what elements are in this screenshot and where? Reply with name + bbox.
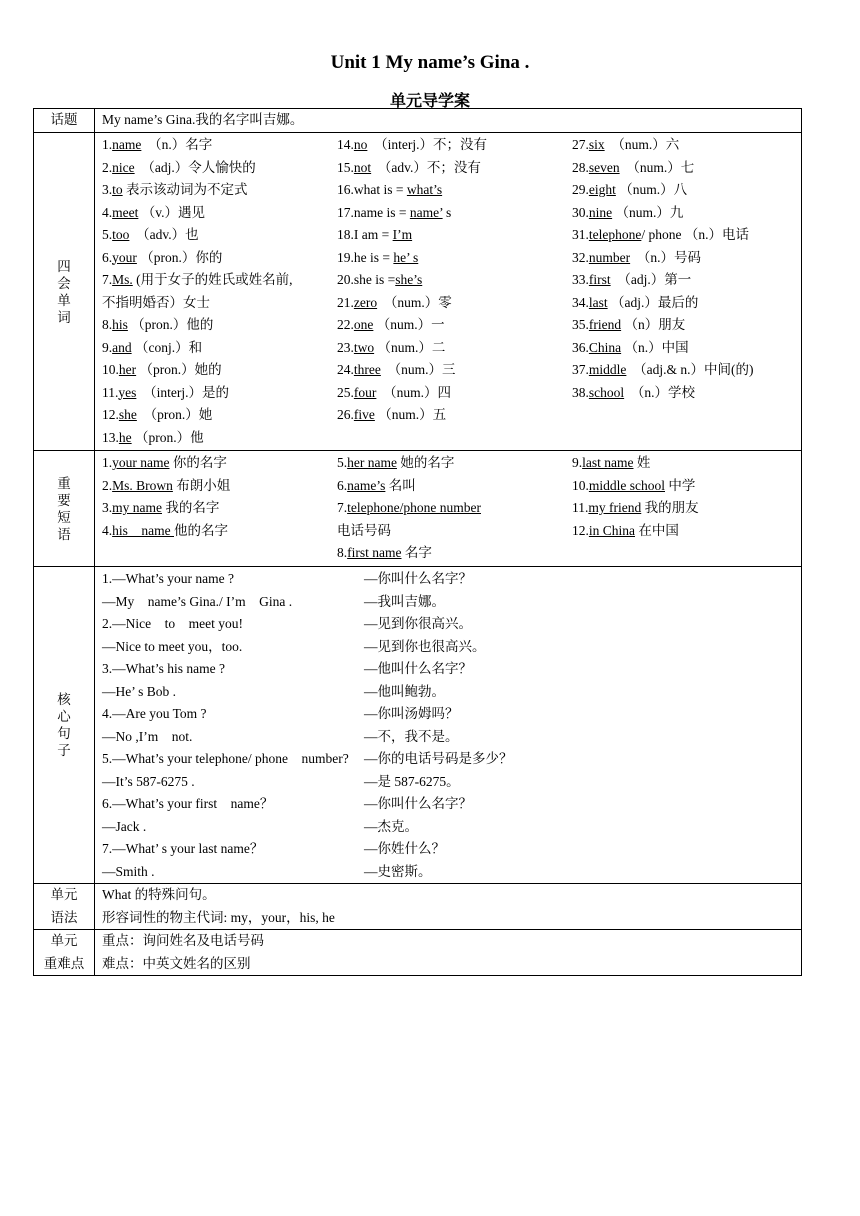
sentences-label: 核心句子: [57, 692, 71, 758]
item-number: 12.: [572, 522, 589, 538]
sentence-chinese: —杰克。: [364, 818, 418, 834]
words-label-cell: [34, 133, 95, 451]
item-number: 4.: [102, 204, 113, 220]
item-meaning: 姓: [633, 455, 651, 470]
item-meaning: （num.）三: [380, 362, 456, 377]
item-meaning: （pron.）你的: [136, 249, 223, 265]
list-item: [337, 542, 572, 565]
list-item: [337, 359, 572, 382]
list-item: [572, 314, 802, 337]
item-number: 1.: [102, 455, 113, 470]
sentence-line: [102, 838, 801, 861]
phrases-column-3: [572, 452, 802, 565]
item-number: 29.: [572, 182, 589, 197]
grammar-label-2: 语法: [50, 909, 78, 925]
list-item: [102, 292, 337, 315]
item-term: school: [588, 384, 625, 400]
item-meaning: （n.）名字: [141, 137, 213, 152]
item-meaning: （pron.）他的: [127, 317, 214, 332]
item-term: your name: [112, 455, 170, 470]
item-number: 4.: [102, 522, 113, 538]
item-number: 9.: [102, 339, 113, 355]
sentence-english: —Smith .: [102, 863, 155, 879]
item-term: Ms. Brown: [112, 477, 173, 493]
item-number: 20.she is =: [337, 272, 396, 287]
phrases-column-2: [337, 452, 572, 565]
item-meaning: （conj.）和: [131, 339, 203, 355]
list-item: [102, 475, 337, 498]
item-meaning: / phone （n.）电话: [641, 227, 749, 242]
item-term: last name: [582, 455, 634, 470]
item-meaning: （interj.）不；没有: [367, 137, 487, 152]
sentence-line: [102, 816, 801, 839]
item-term: five: [353, 407, 375, 422]
item-number: 19.he is =: [337, 249, 394, 265]
sentence-english: 3.—What’s his name ?: [102, 661, 225, 676]
item-term: eight: [588, 182, 616, 197]
list-item: [572, 452, 802, 475]
item-number: 12.: [102, 407, 119, 422]
sentence-chinese: —是 587-6275。: [364, 773, 460, 789]
difficulty-label-2: 重难点: [43, 955, 85, 971]
list-item: [337, 497, 572, 520]
list-item: [337, 134, 572, 157]
list-item: [102, 382, 337, 405]
sentence-english: 1.—What’s your name ?: [102, 571, 234, 586]
list-item: [102, 404, 337, 427]
item-number: 35.: [572, 317, 589, 332]
sentence-line: [102, 793, 801, 816]
item-meaning: （n.）号码: [630, 249, 701, 265]
item-term: not: [353, 159, 372, 175]
sentence-line: [102, 726, 801, 749]
item-number: 31.: [572, 227, 589, 242]
item-meaning: （adj.& n.）中间(的): [626, 362, 754, 377]
sentence-line: [102, 771, 801, 794]
item-term: friend: [588, 317, 622, 332]
item-term: four: [353, 384, 377, 400]
item-term: first name: [347, 545, 402, 560]
item-meaning: 中学: [665, 477, 696, 493]
item-number: 36.: [572, 339, 589, 355]
item-term: telephone/phone number: [347, 500, 481, 515]
list-item: [102, 134, 337, 157]
sentence-chinese: —你叫什么名字？: [364, 571, 472, 586]
list-item: [102, 269, 337, 292]
list-item: [337, 475, 572, 498]
list-item: [102, 157, 337, 180]
list-item: [337, 382, 572, 405]
item-meaning: 名叫: [385, 477, 416, 493]
grammar-line-1: What 的特殊问句。: [102, 887, 216, 902]
topic-content-cell: [95, 109, 802, 133]
words-column-3: [572, 134, 802, 449]
item-term: yes: [118, 384, 137, 400]
item-meaning: 你的名字: [169, 455, 227, 470]
item-term: nice: [112, 159, 135, 175]
list-item: [337, 202, 572, 225]
item-meaning: 我的名字: [162, 500, 220, 515]
topic-row: [34, 109, 802, 133]
item-term: my friend: [588, 500, 642, 515]
item-term: I’m: [392, 227, 413, 242]
item-meaning: （num.）八: [615, 182, 688, 197]
list-item: [102, 337, 337, 360]
item-term: your: [112, 249, 137, 265]
item-number: 15.: [337, 159, 354, 175]
item-meaning: (用于女子的姓氏或姓名前,: [132, 272, 293, 287]
list-item: [572, 247, 802, 270]
item-term: first: [588, 272, 611, 287]
item-number: 25.: [337, 384, 354, 400]
list-item: [572, 202, 802, 225]
item-term: name’: [409, 204, 443, 220]
sentence-chinese: —我叫吉娜。: [364, 593, 445, 609]
item-meaning: （n.）中国: [621, 339, 689, 355]
item-meaning: 表示该动词为不定式: [122, 182, 248, 197]
list-item: [337, 157, 572, 180]
sentence-english: —Nice to meet you，too.: [102, 638, 243, 654]
item-term: six: [588, 137, 605, 152]
words-row: [34, 133, 802, 451]
item-meaning: （num.）四: [376, 384, 452, 400]
item-number: 5.: [337, 455, 348, 470]
item-term: name: [112, 137, 142, 152]
item-number: 2.: [102, 477, 113, 493]
item-meaning: （n.）学校: [624, 384, 695, 400]
topic-content: My name’s Gina.我的名字叫吉娜。: [102, 112, 304, 127]
list-item: [572, 359, 802, 382]
list-item: [337, 520, 572, 543]
sentence-english: —No ,I’m not.: [102, 728, 193, 744]
sentence-line: [102, 861, 801, 884]
item-number: 34.: [572, 294, 589, 310]
item-term: his name: [112, 522, 174, 538]
item-meaning: 不指明婚否）女士: [102, 294, 210, 310]
sentence-chinese: —你的电话号码是多少？: [364, 751, 513, 766]
item-term: zero: [353, 294, 378, 310]
sentence-line: [102, 591, 801, 614]
item-term: he’ s: [393, 249, 419, 265]
item-number: 38.: [572, 384, 589, 400]
item-meaning: （adj.）第一: [610, 272, 692, 287]
item-term: one: [353, 317, 374, 332]
list-item: [337, 337, 572, 360]
list-item: [337, 247, 572, 270]
item-number: 18.I am =: [337, 227, 393, 242]
difficulty-content-cell: [95, 930, 802, 976]
list-item: [337, 452, 572, 475]
list-item: [572, 292, 802, 315]
item-number: 17.name is =: [337, 204, 410, 220]
item-term: what’s: [406, 182, 443, 197]
list-item: [572, 179, 802, 202]
item-meaning: 名字: [401, 545, 432, 560]
page-title: Unit 1 My name’s Gina .: [330, 52, 530, 73]
grammar-row: [34, 884, 802, 930]
item-term: she’s: [395, 272, 423, 287]
item-number: 3.: [102, 182, 113, 197]
item-term: my name: [112, 500, 162, 515]
item-term: seven: [588, 159, 620, 175]
list-item: [572, 475, 802, 498]
sentence-chinese: —见到你也很高兴。: [364, 638, 486, 654]
list-item: [102, 359, 337, 382]
item-meaning: （pron.）他: [131, 429, 204, 445]
difficulty-label-cell: [34, 930, 95, 976]
list-item: [337, 404, 572, 427]
item-number: 16.what is =: [337, 182, 407, 197]
item-number: 10.: [102, 362, 119, 377]
item-number: 23.: [337, 339, 354, 355]
sentence-line: [102, 568, 801, 591]
sentences-label-cell: [34, 567, 95, 884]
item-term: three: [353, 362, 381, 377]
item-term: two: [353, 339, 375, 355]
item-meaning: （pron.）她: [136, 407, 213, 422]
list-item: [572, 520, 802, 543]
sentence-chinese: —你叫什么名字？: [364, 796, 472, 811]
item-number: 27.: [572, 137, 589, 152]
item-number: 2.: [102, 159, 113, 175]
item-term: meet: [112, 204, 139, 220]
item-number: 13.: [102, 429, 119, 445]
list-item: [102, 427, 337, 450]
phrases-content-cell: [95, 451, 802, 567]
list-item: [572, 157, 802, 180]
list-item: [102, 520, 337, 543]
item-number: 33.: [572, 272, 589, 287]
item-term: no: [353, 137, 368, 152]
grammar-label-cell: [34, 884, 95, 930]
sentence-list: [102, 567, 801, 883]
study-guide-table: [33, 108, 802, 976]
item-number: 10.: [572, 477, 589, 493]
item-meaning: （num.）九: [612, 204, 684, 220]
difficulty-line-1: 重点：询问姓名及电话号码: [102, 933, 264, 948]
sentence-chinese: —你叫汤姆吗？: [364, 706, 459, 721]
item-meaning: （adj.）令人愉快的: [134, 159, 256, 175]
item-number: 11.: [572, 500, 589, 515]
item-term: her name: [347, 455, 397, 470]
item-number: 21.: [337, 294, 354, 310]
list-item: [572, 497, 802, 520]
sentence-english: 2.—Nice to meet you!: [102, 616, 243, 631]
list-item: [337, 269, 572, 292]
words-label: 四会单词: [57, 258, 71, 325]
item-meaning: 她的名字: [396, 455, 455, 470]
item-meaning: （adj.）最后的: [607, 294, 699, 310]
list-item: [337, 224, 572, 247]
sentence-english: —It’s 587-6275 .: [102, 773, 195, 789]
sentence-chinese: —你姓什么？: [364, 841, 445, 856]
sentence-chinese: —他叫鲍勃。: [364, 683, 445, 699]
phrases-column-1: [102, 452, 337, 565]
item-term: telephone: [588, 227, 642, 242]
sentences-row: [34, 567, 802, 884]
item-number: 14.: [337, 137, 354, 152]
sentence-line: [102, 703, 801, 726]
phrases-label: 重要短语: [57, 475, 71, 542]
item-meaning: （adv.）不；没有: [371, 159, 481, 175]
difficulty-label-1: 单元: [50, 933, 78, 948]
item-number: 30.: [572, 204, 589, 220]
sentence-line: [102, 681, 801, 704]
item-number: 26.: [337, 407, 354, 422]
words-content-cell: [95, 133, 802, 451]
item-term: number: [588, 249, 631, 265]
item-term: and: [112, 339, 132, 355]
item-term: to: [112, 182, 123, 197]
item-term: last: [588, 294, 608, 310]
item-number: 1.: [102, 137, 113, 152]
item-term: name’s: [347, 477, 386, 493]
item-meaning: s: [442, 204, 452, 220]
item-number: 24.: [337, 362, 354, 377]
item-number: 9.: [572, 455, 583, 470]
item-meaning: 在中国: [635, 522, 679, 538]
item-number: 5.: [102, 227, 113, 242]
difficulty-row: [34, 930, 802, 976]
sentence-english: 6.—What’s your first name？: [102, 796, 274, 811]
sentence-english: —Jack .: [102, 818, 147, 834]
topic-label-text: 话题: [50, 112, 78, 127]
phrases-row: [34, 451, 802, 567]
list-item: [572, 269, 802, 292]
item-meaning: （num.）五: [374, 407, 447, 422]
phrases-label-cell: [34, 451, 95, 567]
sentence-english: —He’ s Bob .: [102, 683, 176, 699]
item-meaning: 电话号码: [337, 522, 391, 538]
item-number: 8.: [337, 545, 348, 560]
item-term: China: [588, 339, 622, 355]
item-term: in China: [588, 522, 635, 538]
item-meaning: （num.）零: [377, 294, 452, 310]
topic-label: [34, 109, 95, 133]
sentence-line: [102, 658, 801, 681]
list-item: [102, 202, 337, 225]
list-item: [572, 337, 802, 360]
item-meaning: （n）朋友: [621, 317, 686, 332]
item-term: her: [118, 362, 137, 377]
item-number: 7.: [102, 272, 113, 287]
sentence-line: [102, 748, 801, 771]
sentence-chinese: —见到你很高兴。: [364, 616, 472, 631]
item-number: 3.: [102, 500, 113, 515]
item-term: he: [118, 429, 132, 445]
list-item: [102, 314, 337, 337]
sentence-chinese: —史密斯。: [364, 863, 432, 879]
list-item: [572, 134, 802, 157]
list-item: [102, 247, 337, 270]
sentence-chinese: —不，我不是。: [364, 728, 459, 744]
item-term: nine: [588, 204, 613, 220]
item-number: 8.: [102, 317, 113, 332]
item-meaning: （num.）六: [604, 137, 680, 152]
grammar-line-2: 形容词性的物主代词: my，your，his, he: [102, 909, 335, 925]
item-term: his: [112, 317, 128, 332]
words-column-2: [337, 134, 572, 449]
item-number: 37.: [572, 362, 589, 377]
item-meaning: （num.）二: [374, 339, 446, 355]
sentence-line: [102, 613, 801, 636]
sentence-english: 5.—What’s your telephone/ phone number?: [102, 751, 349, 766]
page-subtitle: 单元导学案: [389, 91, 470, 110]
item-number: 32.: [572, 249, 589, 265]
sentences-content-cell: [95, 567, 802, 884]
item-meaning: （interj.）是的: [136, 384, 229, 400]
list-item: [102, 452, 337, 475]
item-number: 22.: [337, 317, 354, 332]
difficulty-line-2: 难点：中英文姓名的区别: [102, 955, 251, 971]
item-term: Ms.: [112, 272, 133, 287]
item-meaning: （num.）七: [619, 159, 695, 175]
list-item: [337, 292, 572, 315]
sentence-english: 4.—Are you Tom ?: [102, 706, 207, 721]
item-term: middle school: [588, 477, 665, 493]
sentence-english: —My name’s Gina./ I’m Gina .: [102, 593, 293, 609]
list-item: [102, 224, 337, 247]
list-item: [337, 314, 572, 337]
item-meaning: 我的朋友: [641, 500, 699, 515]
words-column-1: [102, 134, 337, 449]
list-item: [337, 179, 572, 202]
item-term: she: [118, 407, 137, 422]
item-number: 28.: [572, 159, 589, 175]
item-meaning: （v.）遇见: [138, 204, 205, 220]
item-meaning: 他的名字: [174, 522, 228, 538]
item-number: 6.: [102, 249, 113, 265]
sentence-english: 7.—What’ s your last name？: [102, 841, 264, 856]
item-meaning: （num.）一: [373, 317, 445, 332]
item-meaning: 布朗小姐: [172, 477, 231, 493]
item-meaning: （pron.）她的: [136, 362, 222, 377]
item-term: middle: [588, 362, 627, 377]
item-number: 6.: [337, 477, 348, 493]
list-item: [572, 224, 802, 247]
item-term: too: [112, 227, 130, 242]
grammar-label-1: 单元: [50, 887, 78, 902]
item-number: 7.: [337, 500, 348, 515]
list-item: [102, 179, 337, 202]
list-item: [572, 382, 802, 405]
sentence-line: [102, 636, 801, 659]
list-item: [102, 497, 337, 520]
sentence-chinese: —他叫什么名字？: [364, 661, 472, 676]
item-meaning: （adv.）也: [129, 227, 199, 242]
item-number: 11.: [102, 384, 119, 400]
grammar-content-cell: [95, 884, 802, 930]
